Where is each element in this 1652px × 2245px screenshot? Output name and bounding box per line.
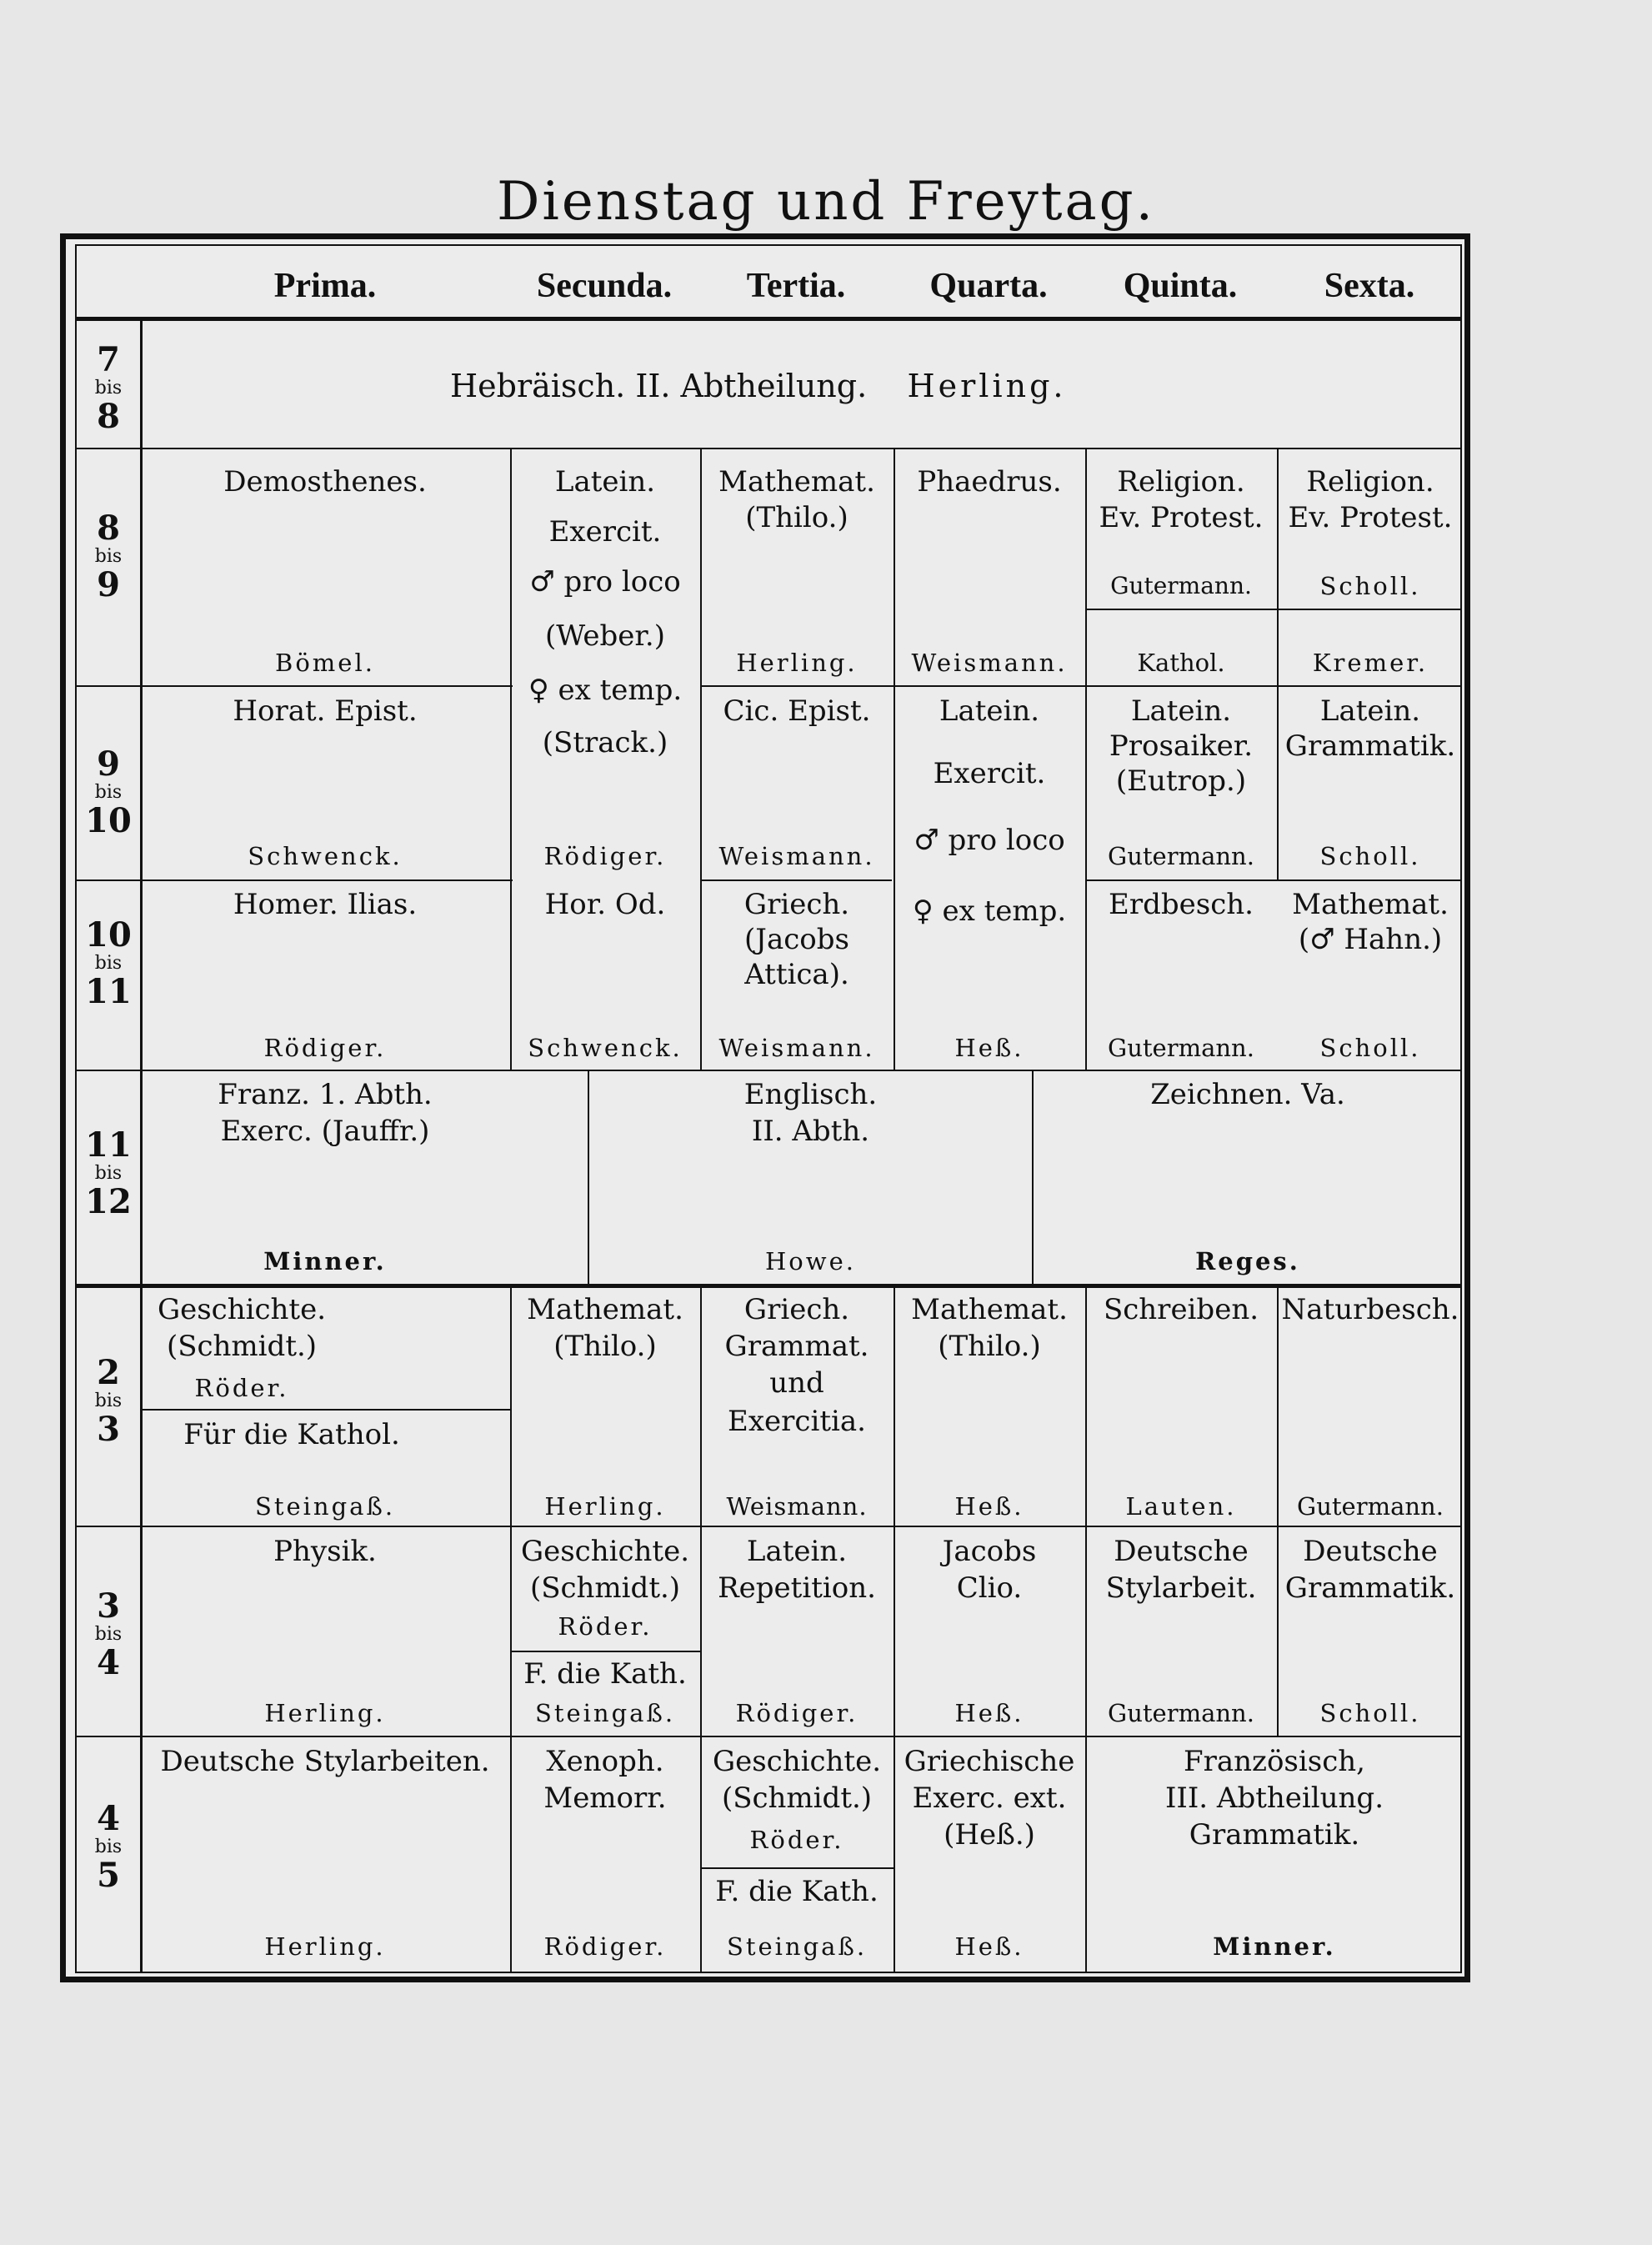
tertia-line: Grammat. xyxy=(724,1330,869,1363)
french-line: Französisch, xyxy=(1184,1745,1365,1778)
sexta-line: (♂ Hahn.) xyxy=(1298,923,1443,956)
secunda-line: Geschichte. xyxy=(520,1535,690,1568)
time-to: 11 xyxy=(85,972,132,1011)
teacher: Howe. xyxy=(765,1247,856,1275)
teacher: Röder. xyxy=(194,1374,289,1402)
page-title: Dienstag und Freytag. xyxy=(497,171,1155,233)
teacher: Schwenck. xyxy=(528,1034,683,1062)
time-to: 4 xyxy=(97,1643,120,1682)
row-rule xyxy=(700,1867,894,1869)
teacher: Scholl. xyxy=(1319,1699,1421,1727)
secunda-line: Latein. xyxy=(554,465,656,499)
quinta-line: (Eutrop.) xyxy=(1115,764,1247,798)
drawing-line: Zeichnen. Va. xyxy=(1150,1078,1345,1111)
row-rule xyxy=(700,879,892,881)
time-slot xyxy=(75,1801,142,1894)
teacher: Röder. xyxy=(558,1612,653,1641)
tertia-line: (Jacobs xyxy=(744,923,849,956)
teacher: Scholl. xyxy=(1319,842,1421,870)
quarta-line: Clio. xyxy=(956,1571,1023,1605)
teacher: Reges. xyxy=(1195,1247,1300,1275)
secunda-line: F. die Kath. xyxy=(523,1657,687,1691)
teacher: Heß. xyxy=(954,1492,1024,1521)
teacher: Gutermann. xyxy=(1108,1034,1254,1062)
sexta-line: Grammatik. xyxy=(1284,729,1456,763)
row-rule xyxy=(75,1070,1462,1071)
teacher: Steingaß. xyxy=(254,1492,396,1521)
teacher: Steingaß. xyxy=(726,1932,868,1961)
teacher: Lauten. xyxy=(1125,1492,1237,1521)
secunda-line: Memorr. xyxy=(543,1781,667,1815)
teacher: Minner. xyxy=(1213,1932,1336,1961)
sexta-line: Mathemat. xyxy=(1292,888,1449,921)
time-to: 10 xyxy=(85,801,132,840)
tertia-line: und xyxy=(769,1366,824,1400)
row-rule xyxy=(1085,609,1462,610)
teacher: Rödiger. xyxy=(543,842,667,870)
time-from: 10 xyxy=(85,915,132,955)
french-line: III. Abtheilung. xyxy=(1164,1781,1384,1815)
header-prima: Prima. xyxy=(273,267,377,305)
time-from: 9 xyxy=(97,744,120,784)
row-rule xyxy=(1085,879,1462,881)
teacher: Herling. xyxy=(264,1699,386,1727)
time-from: 7 xyxy=(97,340,120,379)
tertia-line: Griech. xyxy=(743,1293,850,1326)
quarta-line: (Heß.) xyxy=(944,1818,1035,1852)
tertia-line: Repetition. xyxy=(718,1571,876,1605)
time-from: 8 xyxy=(97,509,120,548)
quarta-line: Phaedrus. xyxy=(917,465,1062,499)
quinta-line: Stylarbeit. xyxy=(1105,1571,1257,1605)
quarta-line: (Thilo.) xyxy=(938,1330,1041,1363)
french-line: Grammatik. xyxy=(1189,1818,1360,1852)
teacher: Rödiger. xyxy=(543,1932,667,1961)
tertia-line: Latein. xyxy=(746,1535,848,1568)
tertia-line: Geschichte. xyxy=(712,1745,882,1778)
tertia-line: Mathemat. xyxy=(718,465,875,499)
secunda-line: (Schmidt.) xyxy=(529,1571,681,1605)
secunda-line: ♂ pro loco xyxy=(529,565,681,599)
secunda-line: Mathemat. xyxy=(527,1293,683,1326)
quinta-line: Deutsche xyxy=(1114,1535,1249,1568)
teacher: Röder. xyxy=(749,1826,844,1854)
prima-line: Deutsche Stylarbeiten. xyxy=(160,1745,490,1778)
prima-line: Für die Kathol. xyxy=(183,1418,400,1451)
quinta-line: Erdbesch. xyxy=(1109,888,1254,921)
teacher: Schwenck. xyxy=(248,842,403,870)
time-bis: bis xyxy=(94,1391,123,1411)
teacher: Weismann. xyxy=(718,842,875,870)
time-slot xyxy=(75,1127,142,1220)
lunch-rule xyxy=(75,1284,1462,1288)
prima-line: Physik. xyxy=(273,1535,377,1568)
prima-line: Geschichte. xyxy=(157,1293,327,1326)
teacher: Weismann. xyxy=(718,1034,875,1062)
teacher: Gutermann. xyxy=(1297,1492,1444,1521)
teacher: Bömel. xyxy=(275,649,375,677)
sexta-line: Latein. xyxy=(1319,694,1421,728)
row-rule xyxy=(700,685,1462,687)
secunda-line: (Strack.) xyxy=(542,726,668,759)
header-quarta: Quarta. xyxy=(929,267,1048,305)
teacher: Weismann. xyxy=(911,649,1068,677)
english-line: Englisch. xyxy=(743,1078,878,1111)
row-rule xyxy=(75,1736,1462,1737)
sexta-line: Naturbesch. xyxy=(1281,1293,1459,1326)
teacher: Herling. xyxy=(544,1492,666,1521)
time-from: 11 xyxy=(85,1125,132,1165)
time-bis: bis xyxy=(94,782,123,803)
secunda-line: (Thilo.) xyxy=(553,1330,657,1363)
time-from: 4 xyxy=(97,1799,120,1838)
hebrew-lesson xyxy=(450,367,1067,405)
teacher: Heß. xyxy=(954,1034,1024,1062)
time-slot xyxy=(75,1355,142,1448)
quarta-line: Latein. xyxy=(939,694,1040,728)
quinta-line: Latein. xyxy=(1130,694,1232,728)
sexta-line: Ev. Protest. xyxy=(1288,501,1453,534)
tertia-line: Attica). xyxy=(744,958,849,991)
lesson-subject: Hebräisch. II. Abtheilung. xyxy=(450,368,868,404)
tertia-line: Cic. Epist. xyxy=(723,694,871,728)
teacher: Gutermann. xyxy=(1108,1699,1254,1727)
tertia-line: (Thilo.) xyxy=(745,501,849,534)
quarta-line: ♂ pro loco xyxy=(914,824,1065,857)
header-sexta: Sexta. xyxy=(1324,267,1415,305)
teacher: Heß. xyxy=(954,1699,1024,1727)
teacher: Heß. xyxy=(954,1932,1024,1961)
time-bis: bis xyxy=(94,1624,123,1645)
time-to: 9 xyxy=(97,565,120,604)
secunda-line: Xenoph. xyxy=(546,1745,664,1778)
time-bis: bis xyxy=(94,953,123,974)
quarta-line: ♀ ex temp. xyxy=(912,894,1067,928)
row-rule xyxy=(75,448,1462,449)
tertia-line: Exercitia. xyxy=(728,1405,866,1438)
time-to: 5 xyxy=(97,1856,120,1895)
secunda-line: Exercit. xyxy=(548,515,662,549)
quarta-line: Griechische xyxy=(904,1745,1075,1778)
time-to: 12 xyxy=(85,1182,132,1221)
tertia-line: (Schmidt.) xyxy=(721,1781,873,1815)
english-line: II. Abth. xyxy=(751,1115,870,1148)
teacher: Herling. xyxy=(736,649,858,677)
time-bis: bis xyxy=(94,378,123,398)
teacher: Minner. xyxy=(263,1247,387,1275)
row-rule xyxy=(510,1651,700,1652)
tertia-line: F. die Kath. xyxy=(715,1875,879,1908)
prima-subject: Demosthenes. xyxy=(223,465,427,499)
time-to: 3 xyxy=(97,1410,120,1449)
row-rule xyxy=(142,1409,510,1411)
row-rule xyxy=(75,1526,1462,1527)
prima-subject: Horat. Epist. xyxy=(233,694,418,728)
teacher: Rödiger. xyxy=(735,1699,859,1727)
teacher: Kremer. xyxy=(1312,649,1429,677)
teacher: Herling. xyxy=(907,368,1067,404)
sexta-line: Deutsche xyxy=(1303,1535,1438,1568)
teacher: Kathol. xyxy=(1137,649,1225,677)
sexta-line: Religion. xyxy=(1306,465,1434,499)
time-slot xyxy=(75,746,142,839)
time-slot xyxy=(75,1588,142,1681)
teacher: Gutermann. xyxy=(1110,572,1252,599)
quarta-line: Exercit. xyxy=(933,757,1046,790)
french-line: Exerc. (Jauffr.) xyxy=(220,1115,430,1148)
time-to: 8 xyxy=(97,397,120,436)
col-rule xyxy=(894,1284,895,1973)
secunda-line: (Weber.) xyxy=(544,619,666,653)
time-bis: bis xyxy=(94,546,123,567)
teacher: Rödiger. xyxy=(263,1034,387,1062)
teacher: Herling. xyxy=(264,1932,386,1961)
time-slot xyxy=(75,510,142,604)
time-slot xyxy=(75,917,142,1010)
teacher: Gutermann. xyxy=(1108,842,1254,870)
time-bis: bis xyxy=(94,1837,123,1857)
time-from: 2 xyxy=(97,1353,120,1392)
quinta-line: Prosaiker. xyxy=(1109,729,1254,763)
time-bis: bis xyxy=(94,1163,123,1184)
header-secunda: Secunda. xyxy=(536,267,673,305)
french-line: Franz. 1. Abth. xyxy=(218,1078,433,1111)
quinta-line: Schreiben. xyxy=(1103,1293,1259,1326)
teacher: Scholl. xyxy=(1319,572,1421,600)
secunda-line: ♀ ex temp. xyxy=(528,674,683,707)
header-quinta: Quinta. xyxy=(1123,267,1238,305)
header-rule xyxy=(75,317,1462,321)
teacher: Steingaß. xyxy=(534,1699,676,1727)
quarta-line: Jacobs xyxy=(942,1535,1037,1568)
time-from: 3 xyxy=(97,1586,120,1626)
quarta-line: Exerc. ext. xyxy=(912,1781,1067,1815)
teacher: Scholl. xyxy=(1319,1034,1421,1062)
secunda-line: Hor. Od. xyxy=(544,888,666,921)
prima-line: (Schmidt.) xyxy=(166,1330,318,1363)
teacher: Weismann. xyxy=(726,1492,868,1521)
tertia-line: Griech. xyxy=(743,888,850,921)
sexta-line: Grammatik. xyxy=(1284,1571,1456,1605)
quinta-line: Religion. xyxy=(1117,465,1245,499)
time-slot xyxy=(75,342,142,435)
quarta-line: Mathemat. xyxy=(911,1293,1068,1326)
prima-subject: Homer. Ilias. xyxy=(233,888,418,921)
quinta-line: Ev. Protest. xyxy=(1099,501,1264,534)
header-tertia: Tertia. xyxy=(746,267,846,305)
